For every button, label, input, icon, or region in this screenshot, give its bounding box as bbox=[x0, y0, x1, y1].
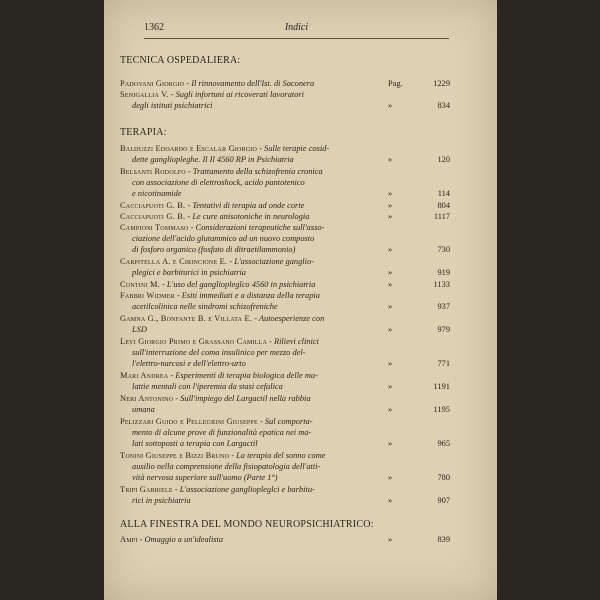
entry-title: vità nervosa superiore sull'uomo (Parte 1°) bbox=[132, 473, 278, 483]
page-prefix: » bbox=[388, 245, 393, 255]
entry-line bbox=[120, 416, 450, 427]
entry-title: - Tentativi di terapia ad onde corte bbox=[187, 201, 305, 210]
page-prefix: » bbox=[388, 101, 393, 111]
index-entry bbox=[120, 279, 450, 290]
index-entry bbox=[120, 416, 450, 450]
entry-author: Contini M. bbox=[120, 280, 160, 289]
page-prefix: » bbox=[388, 382, 393, 392]
page-number-ref: 771 bbox=[437, 359, 450, 369]
page-prefix: » bbox=[388, 496, 393, 506]
page-prefix: » bbox=[388, 155, 393, 165]
entry-title: - L'associazione gangliopleglci e barbitu- bbox=[174, 485, 315, 494]
entry-author: Gamna G., Bonfante B. e Villata E. bbox=[120, 314, 253, 323]
page-prefix: Pag. bbox=[388, 79, 403, 88]
entry-title: - Sul comporta- bbox=[259, 417, 313, 426]
entry-title: con associazione di elettroshock, acido pantotenico bbox=[132, 178, 305, 188]
entry-title: l'elettro-narcosi e dell'elettro-urto bbox=[132, 359, 246, 369]
entry-title: - L'uso del gangliopleglco 4560 in psichiatria bbox=[161, 280, 316, 289]
page-reference bbox=[388, 358, 450, 369]
page-prefix: » bbox=[388, 405, 393, 415]
entry-author: Senigallia V. bbox=[120, 90, 169, 99]
page-reference bbox=[388, 495, 450, 506]
page-reference bbox=[388, 381, 450, 392]
entry-title: - Il rinnovamento dell'Ist. di Saconera bbox=[186, 79, 315, 88]
page-number-ref: 114 bbox=[437, 189, 450, 199]
page-reference bbox=[388, 404, 450, 415]
index-entry bbox=[120, 166, 450, 200]
entry-line bbox=[120, 177, 450, 188]
index-entry bbox=[120, 313, 450, 335]
entry-title: lattie mentali con l'iperemia da stasi cefalica bbox=[132, 382, 283, 392]
entry-title: - Esiti immediati e a distanza della terapia bbox=[176, 291, 320, 300]
page-reference bbox=[388, 188, 450, 199]
entry-author: Belsanti Rodolfo bbox=[120, 167, 186, 176]
entry-line bbox=[120, 290, 450, 301]
page-number-ref: 965 bbox=[437, 439, 450, 449]
page-number-ref: 839 bbox=[437, 535, 450, 544]
page-number-ref: 804 bbox=[437, 201, 450, 210]
index-entry bbox=[120, 78, 450, 89]
page-number-ref: 937 bbox=[437, 302, 450, 312]
page-prefix: » bbox=[388, 325, 393, 335]
header-rule bbox=[144, 38, 449, 39]
section-heading: ALLA FINESTRA DEL MONDO NEUROPSICHIATRICO: bbox=[120, 519, 374, 530]
page-prefix: » bbox=[388, 268, 393, 278]
index-entry bbox=[120, 534, 450, 545]
page-prefix: » bbox=[388, 439, 393, 449]
page-number-ref: 919 bbox=[437, 268, 450, 278]
page-reference bbox=[388, 78, 450, 89]
entry-author: Carpitella A. e Cirincione E. bbox=[120, 257, 228, 266]
page-prefix: » bbox=[388, 302, 393, 312]
page-number-ref: 834 bbox=[437, 101, 450, 111]
page-prefix: » bbox=[388, 473, 393, 483]
page-prefix: » bbox=[388, 212, 393, 221]
entry-line bbox=[120, 143, 450, 154]
entry-title: umana bbox=[132, 405, 155, 415]
entry-title: ciazione dell'acido glutammico ad un nuovo composto bbox=[132, 234, 315, 244]
page-number-ref: 1195 bbox=[433, 405, 450, 415]
entry-title: - Autoesperienze con bbox=[254, 314, 325, 323]
entry-title: plegici e barbiturici in psichiatria bbox=[132, 268, 246, 278]
entry-title: - Considerazioni terapeutiche sull'asso- bbox=[190, 223, 325, 232]
index-entry bbox=[120, 290, 450, 312]
entry-title: sull'interruzione del coma insulinico per mezzo del- bbox=[132, 348, 306, 358]
page-number-ref: 1133 bbox=[433, 280, 450, 289]
page-reference bbox=[388, 324, 450, 335]
entry-title: LSD bbox=[132, 325, 147, 335]
entry-author: Tonini Giuseppe e Bizzi Bruno bbox=[120, 451, 230, 460]
entry-line bbox=[120, 347, 450, 358]
entry-author: Padovani Giorgio bbox=[120, 79, 185, 88]
entry-title: ausilio nella comprensione della fisiopatologia dell'atti- bbox=[132, 462, 321, 472]
page-reference bbox=[388, 301, 450, 312]
page-reference bbox=[388, 279, 450, 290]
entry-author: Cacciapuoti G. B. bbox=[120, 212, 186, 221]
index-entry bbox=[120, 89, 450, 111]
entry-line bbox=[120, 166, 450, 177]
entry-title: - Le cure anisotoniche in neurologia bbox=[187, 212, 310, 221]
page-number-ref: 1191 bbox=[433, 382, 450, 392]
index-entry bbox=[120, 211, 450, 222]
entry-author: Levi Giorgio Primo e Grassano Camilla bbox=[120, 337, 267, 346]
page-number: 1362 bbox=[144, 22, 164, 33]
index-entry bbox=[120, 256, 450, 278]
entry-line bbox=[120, 450, 450, 461]
entry-line bbox=[120, 336, 450, 347]
entry-author: Ampi bbox=[120, 535, 138, 544]
index-entry bbox=[120, 222, 450, 256]
index-entry bbox=[120, 450, 450, 484]
entry-title: e nicotinamide bbox=[132, 189, 182, 199]
entry-author: Mari Andrea bbox=[120, 371, 169, 380]
page-prefix: » bbox=[388, 359, 393, 369]
index-entry bbox=[120, 370, 450, 392]
page-number-ref: 979 bbox=[437, 325, 450, 335]
page-number-ref: 907 bbox=[437, 496, 450, 506]
entry-title: - Omaggio a un'idealista bbox=[139, 535, 224, 544]
index-entry bbox=[120, 200, 450, 211]
entry-title: - L'associazione ganglio- bbox=[229, 257, 314, 266]
page-prefix: » bbox=[388, 535, 393, 544]
entry-title: rici in psichiatria bbox=[132, 496, 191, 506]
entry-title: acetilcolinica nelle sindromi schizofreniche bbox=[132, 302, 278, 312]
entry-line bbox=[120, 89, 450, 100]
entry-title: lati sottoposti a terapia con Largactil bbox=[132, 439, 258, 449]
page-reference bbox=[388, 200, 450, 211]
index-entry bbox=[120, 393, 450, 415]
page-header bbox=[144, 22, 449, 36]
index-entry bbox=[120, 484, 450, 506]
entry-title: dette gangliopleghe. Il Il 4560 RP in Psichiatria bbox=[132, 155, 294, 165]
entry-line bbox=[120, 233, 450, 244]
page-reference bbox=[388, 100, 450, 111]
entry-author: Fabbri Widmer bbox=[120, 291, 175, 300]
page-prefix: » bbox=[388, 280, 393, 289]
entry-title: - Rilievi clinici bbox=[269, 337, 319, 346]
section-heading: TECNICA OSPEDALIERA: bbox=[120, 55, 241, 66]
page-reference bbox=[388, 534, 450, 545]
entry-line bbox=[120, 256, 450, 267]
entry-title: - Esperimenti di terapia biologica delle ma- bbox=[170, 371, 318, 380]
index-entry bbox=[120, 336, 450, 370]
page-prefix: » bbox=[388, 189, 393, 199]
entry-line bbox=[120, 427, 450, 438]
page-reference bbox=[388, 244, 450, 255]
page-reference bbox=[388, 438, 450, 449]
entry-title: degli istituti psichiatrici bbox=[132, 101, 213, 111]
page-reference bbox=[388, 267, 450, 278]
entry-author: Balduzzi Edoardo e Escalar Giorgio bbox=[120, 144, 258, 153]
page-reference bbox=[388, 154, 450, 165]
page-prefix: » bbox=[388, 201, 393, 210]
entry-title: - La terapia del sonno come bbox=[231, 451, 326, 460]
entry-title: di fosforo organico (fosfato di ditraetilammonio) bbox=[132, 245, 296, 255]
page-number-ref: 1229 bbox=[433, 79, 450, 88]
entry-line bbox=[120, 222, 450, 233]
entry-author: Campioni Tommaso bbox=[120, 223, 189, 232]
page-reference bbox=[388, 472, 450, 483]
entry-line bbox=[120, 484, 450, 495]
index-entry bbox=[120, 143, 450, 165]
entry-title: - Sugli infortuni ai ricoverati lavoratori bbox=[170, 90, 304, 99]
entry-line bbox=[120, 370, 450, 381]
entry-title: - Sull'impiego del Largactil nella rabbia bbox=[175, 394, 311, 403]
entry-author: Tripi Gabriele bbox=[120, 485, 173, 494]
entry-title: - Trattamento della schizofrenia cronica bbox=[187, 167, 323, 176]
page-number-ref: 1117 bbox=[433, 212, 450, 221]
entry-author: Pelizzari Guido e Pellegrini Giuseppe bbox=[120, 417, 258, 426]
entry-title: - Sulle terapie cosid- bbox=[259, 144, 330, 153]
page-number-ref: 120 bbox=[437, 155, 450, 165]
section-heading: TERAPIA: bbox=[120, 127, 167, 138]
page-number-ref: 730 bbox=[437, 245, 450, 255]
page-number-ref: 780 bbox=[437, 473, 450, 483]
page-reference bbox=[388, 211, 450, 222]
running-title: Indici bbox=[284, 22, 309, 33]
entry-author: Neri Antonino bbox=[120, 394, 174, 403]
entry-line bbox=[120, 393, 450, 404]
entry-line bbox=[120, 461, 450, 472]
entry-title: mento di alcune prove di funzionalità epatica nei ma- bbox=[132, 428, 312, 438]
entry-line bbox=[120, 313, 450, 324]
entry-author: Cacciapuoti G. B. bbox=[120, 201, 186, 210]
book-page bbox=[104, 0, 497, 600]
